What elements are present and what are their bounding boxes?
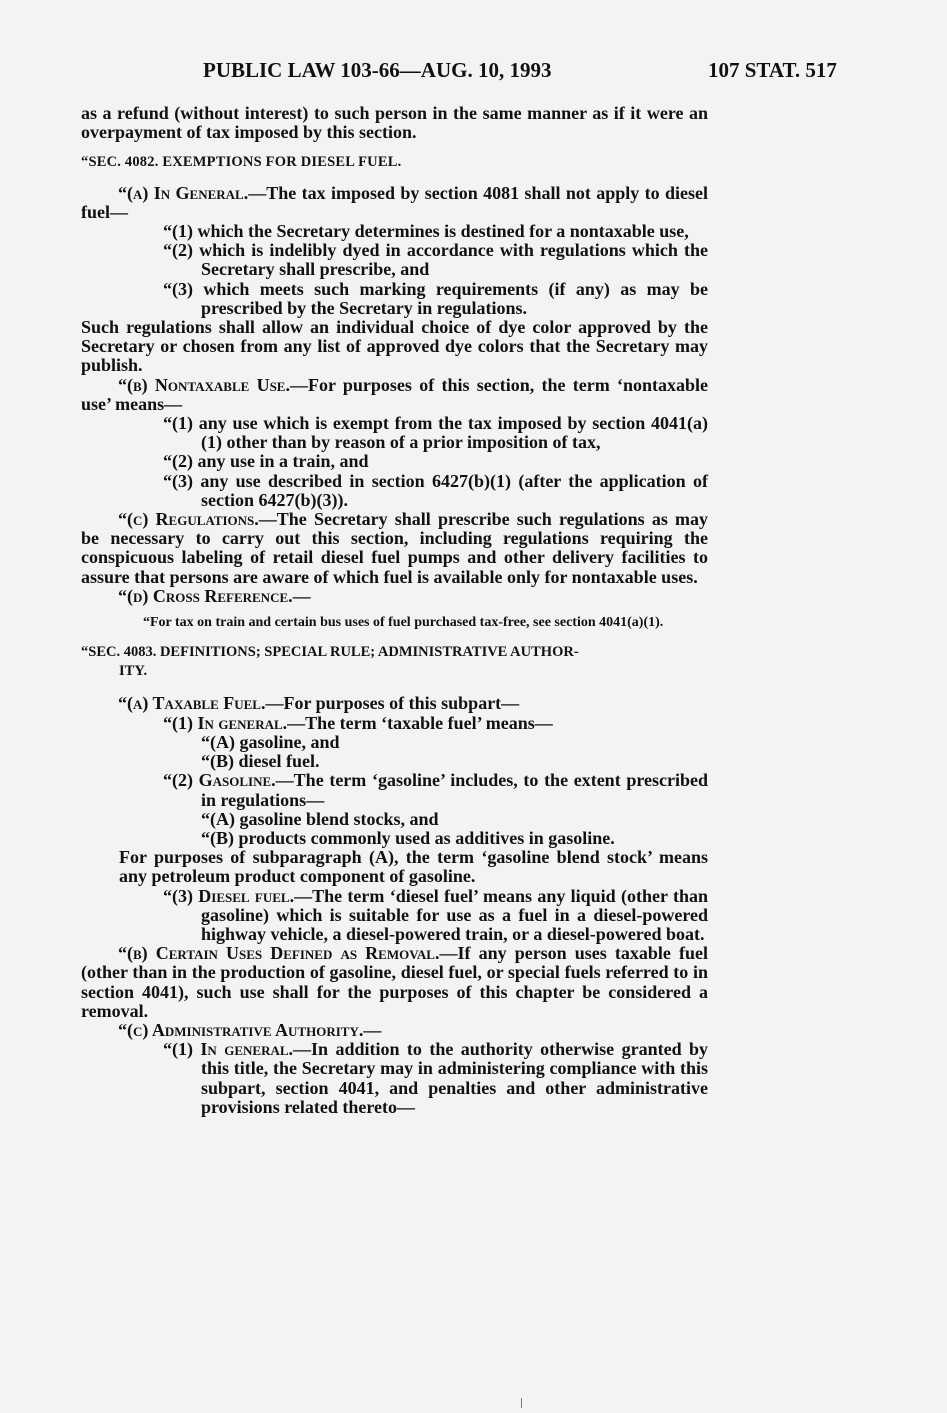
header-stat-page: 107 STAT. 517 [708, 58, 837, 82]
paragraph-item: “(3) which meets such marking requirements (if any) as may be prescribed by the Secretary in regulations. [163, 278, 708, 318]
subsection-c-heading: “(c) Administrative Authority.— [118, 1019, 382, 1040]
subsection-b [81, 376, 708, 414]
paragraph-heading: “(2) Gasoline. [163, 770, 276, 791]
document-body [81, 104, 708, 1117]
subsection-heading: “(b) Nontaxable Use. [118, 374, 290, 395]
section-heading: “SEC. 4082. EXEMPTIONS FOR DIESEL FUEL. [81, 154, 402, 171]
paragraph-item: “(2) any use in a train, and [163, 451, 369, 472]
subparagraph-item: “(B) diesel fuel. [201, 751, 320, 772]
scan-artifact-mark [521, 1398, 522, 1408]
subsection-heading: “(c) Regulations. [118, 509, 259, 530]
subsection-text: —The Secretary shall prescribe such regulations as may be necessary to carry out this section, including regulations requiring the conspicuous labeling of retail diesel fuel pumps and other delivery facilities to assure that persons are aware of which fuel is available only for nontaxable uses. [81, 509, 708, 587]
subsection-text: —The tax imposed by section 4081 shall not apply to diesel fuel— [81, 182, 708, 222]
paragraph-item [163, 1039, 709, 1117]
subsection-a [81, 184, 708, 222]
paragraph-item [163, 712, 708, 733]
paragraph-item [163, 770, 708, 810]
running-header [0, 58, 947, 86]
paragraph-heading: “(1) In general. [163, 712, 288, 733]
paragraph-item: “(2) which is indelibly dyed in accordance with regulations which the Secretary shall prescribe, and [163, 240, 708, 280]
section-heading-line2: ITY. [119, 663, 148, 680]
paragraph-text: —The term ‘taxable fuel’ means— [287, 712, 553, 733]
subsection-heading: “(a) Taxable Fuel. [118, 693, 266, 714]
paragraph: as a refund (without interest) to such person in the same manner as if it were an overpayment of tax imposed by this section. [81, 103, 708, 143]
section-heading [81, 643, 708, 681]
subsection-heading: “(b) Certain Uses Defined as Removal. [118, 943, 440, 964]
header-title: PUBLIC LAW 103-66—AUG. 10, 1993 [203, 58, 552, 82]
paragraph-text: —In addition to the authority otherwise granted by this title, the Secretary may in administering compliance with this subpart, section 4041, and penalties and other administrative provisions related thereto— [201, 1039, 709, 1117]
paragraph-item: “(1) which the Secretary determines is destined for a nontaxable use, [163, 221, 689, 242]
paragraph-text: —The term ‘diesel fuel’ means any liquid (other than gasoline) which is suitable for use as a fuel in a diesel-powered highway vehicle, a diesel-powered train, or a diesel-powered boat. [201, 885, 708, 944]
paragraph-item [163, 885, 708, 945]
paragraph-heading: “(3) Diesel fuel. [163, 885, 295, 906]
subparagraph-item: “(B) products commonly used as additives in gasoline. [201, 827, 615, 848]
section-heading-line1: “SEC. 4083. DEFINITIONS; SPECIAL RULE; ADMINISTRATIVE AUTHOR- [81, 644, 579, 661]
subsection-d-heading: “(d) Cross Reference.— [118, 585, 311, 606]
paragraph-text: —The term ‘gasoline’ includes, to the extent prescribed in regulations— [201, 770, 708, 810]
subsection-heading: “(a) In General. [118, 182, 249, 203]
subparagraph-item: “(A) gasoline, and [201, 731, 340, 752]
paragraph: Such regulations shall allow an individual choice of dye color approved by the Secretary or chosen from any list of approved dye colors that the Secretary may publish. [81, 317, 708, 376]
subsection-text: —For purposes of this section, the term ‘nontaxable use’ means— [81, 374, 708, 414]
subsection-c [81, 510, 708, 587]
subsection-text: —If any person uses taxable fuel (other than in the production of gasoline, diesel fuel, or special fuels referred to in section 4041), such use shall for the purposes of this chapter be considered a removal. [81, 943, 708, 1021]
subparagraph-item: “(A) gasoline blend stocks, and [201, 808, 439, 829]
paragraph-item: “(1) any use which is exempt from the tax imposed by section 4041(a)(1) other than by reason of a prior imposition of tax, [163, 413, 708, 453]
subsection-text: —For purposes of this subpart— [265, 693, 520, 714]
cross-reference-note: “For tax on train and certain bus uses of fuel purchased tax-free, see section 4041(a)(1). [143, 615, 664, 631]
subsection-b [81, 944, 708, 1021]
paragraph: For purposes of subparagraph (A), the term ‘gasoline blend stock’ means any petroleum product component of gasoline. [119, 847, 708, 887]
paragraph-heading: “(1) In general. [163, 1039, 294, 1060]
paragraph-item: “(3) any use described in section 6427(b)(1) (after the application of section 6427(b)(3)). [163, 470, 708, 510]
subsection-a [81, 694, 708, 713]
